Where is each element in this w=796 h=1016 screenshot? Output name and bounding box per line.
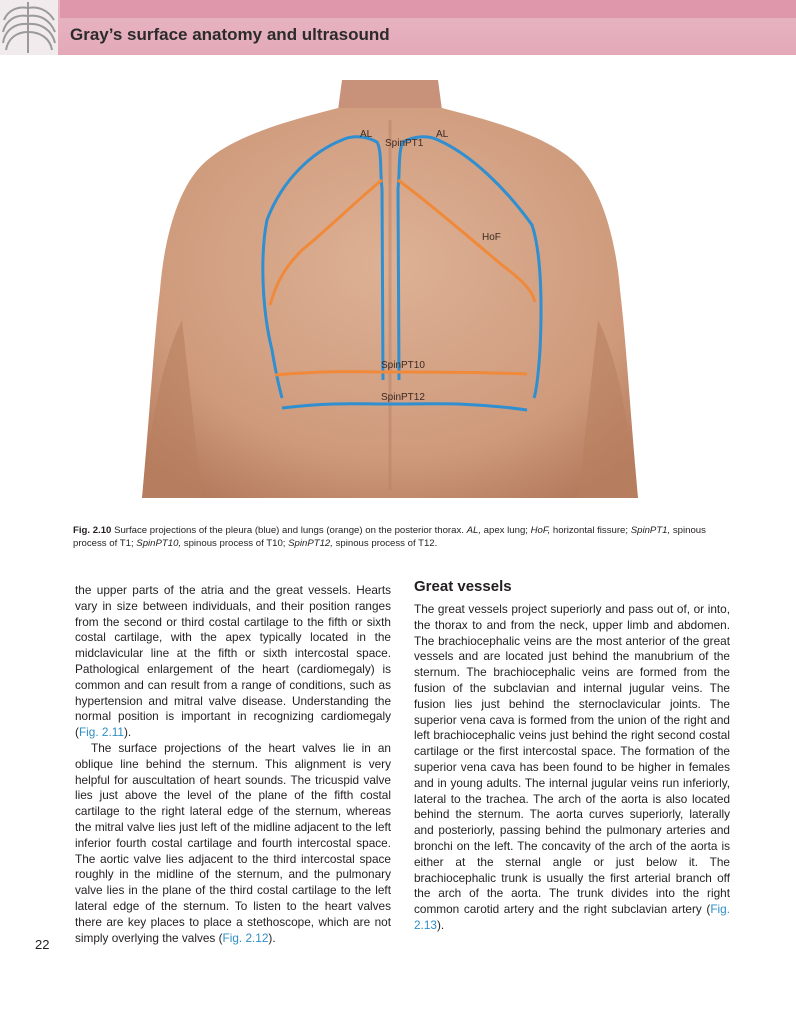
caption-def-hof: horizontal fissure;: [552, 525, 629, 536]
caption-abbr-hof: HoF,: [530, 525, 551, 536]
caption-label: Fig. 2.10: [73, 525, 112, 536]
figure-caption: [73, 524, 733, 550]
left-p2-end: ).: [268, 930, 276, 945]
fig-2-12-link[interactable]: Fig. 2.12: [222, 930, 269, 945]
left-column: [75, 583, 391, 946]
right-p1-end: ).: [436, 917, 445, 932]
fig-2-11-link[interactable]: Fig. 2.11: [78, 725, 124, 740]
figure-posterior-thorax: [142, 80, 638, 498]
section-heading-great-vessels: Great vessels: [414, 578, 512, 595]
running-header-title: Gray’s surface anatomy and ultrasound: [70, 25, 390, 44]
left-p2-text: The surface projections of the heart valves lie in an oblique line behind the sternum. This alignment is very helpful for auscultation of heart sounds. The tricuspid valve lies just above the level of the plane of the fifth costal cartilage to the right lateral edge of the sternum, whereas the mitral valve lies just left of the midline adjacent to the left inferior fourth costal cartilage and fourth intercostal space. The aortic valve lies adjacent to the third intercostal space roughly in the midline of the sternum, and the pulmonary valve lies in the plane of the third costal cartilage to the left lateral edge of the sternum. To listen to the heart valves there are key places to place a stethoscope, which are not simply overlying the valves (: [75, 740, 391, 945]
label-spin-t1: SpinPT1: [385, 138, 424, 149]
caption-abbr-spint12: SpinPT12,: [288, 538, 333, 549]
caption-text: Surface projections of the pleura (blue) and lungs (orange) on the posterior thorax.: [114, 525, 464, 536]
right-column: [414, 602, 730, 934]
left-paragraph-1: [75, 583, 391, 741]
header-stripe: [60, 0, 796, 18]
caption-def-al: apex lung;: [483, 525, 528, 536]
caption-def-spint12: spinous process of T12.: [335, 538, 438, 549]
pleura-medial-left: [398, 188, 399, 380]
caption-abbr-spint10: SpinPT10,: [136, 538, 182, 549]
neck-shape: [338, 80, 442, 110]
ribcage-logo-icon: [0, 0, 58, 55]
label-al-right: AL: [360, 129, 373, 140]
label-al-left: AL: [436, 129, 449, 140]
fig-2-13-link[interactable]: Fig. 2.13: [414, 902, 730, 932]
pleura-medial-right: [382, 188, 383, 380]
label-spin-t12: SpinPT12: [381, 392, 425, 403]
page-number: 22: [35, 937, 50, 952]
left-p1-text: the upper parts of the atria and the great vessels. Hearts vary in size between individuals, and their position ranges from the second or third costal cartilage to the fifth or sixth costal cartilage, with the apex typically located in the midclavicular line at the fifth or sixth intercostal space. Pathological enlargement of the heart (cardiomegaly) is common and can result from a range of conditions, such as hypertension and mitral valve disease. Understanding the normal position is important in recognizing cardiomegaly (: [75, 583, 391, 740]
caption-def-spint1: spinous process of T1;: [73, 525, 706, 549]
caption-abbr-al: AL,: [466, 525, 481, 536]
left-p1-end: ).: [123, 725, 132, 740]
right-p1-text: The great vessels project superiorly and pass out of, or into, the thorax to and from the neck, upper limb and abdomen. The brachiocephalic veins are the most anterior of the great vessels and are located just behind the manubrium of the sternum. The brachiocephalic veins are formed from the fusion of the subclavian and internal jugular veins. The fusion lies just behind the sternoclavicular joints. The superior vena cava is formed from the union of the right and left brachiocephalic veins just behind the right second costal cartilage or the first intercostal space. The formation of the superior vena cava has been found to be higher in females and in young adults. The internal jugular veins run inferiorly, lateral to the trachea. The arch of the aorta is also located behind the sternum. The aorta curves superiorly, laterally and posteriorly, passing behind the pulmonary arteries and bronchi on the left. The concavity of the arch of the aorta is either at the sternal angle or just below it. The brachiocephalic trunk is usually the first arterial branch off the arch of the aorta. The trunk divides into the right common carotid artery and the right subclavian artery (: [414, 602, 730, 917]
right-paragraph-1: [414, 602, 730, 934]
label-hof: HoF: [482, 232, 501, 243]
caption-abbr-spint1: SpinPT1,: [630, 525, 671, 536]
left-paragraph-2: [75, 741, 391, 946]
label-spin-t10: SpinPT10: [381, 360, 425, 371]
caption-def-spint10: spinous process of T10;: [183, 538, 286, 549]
